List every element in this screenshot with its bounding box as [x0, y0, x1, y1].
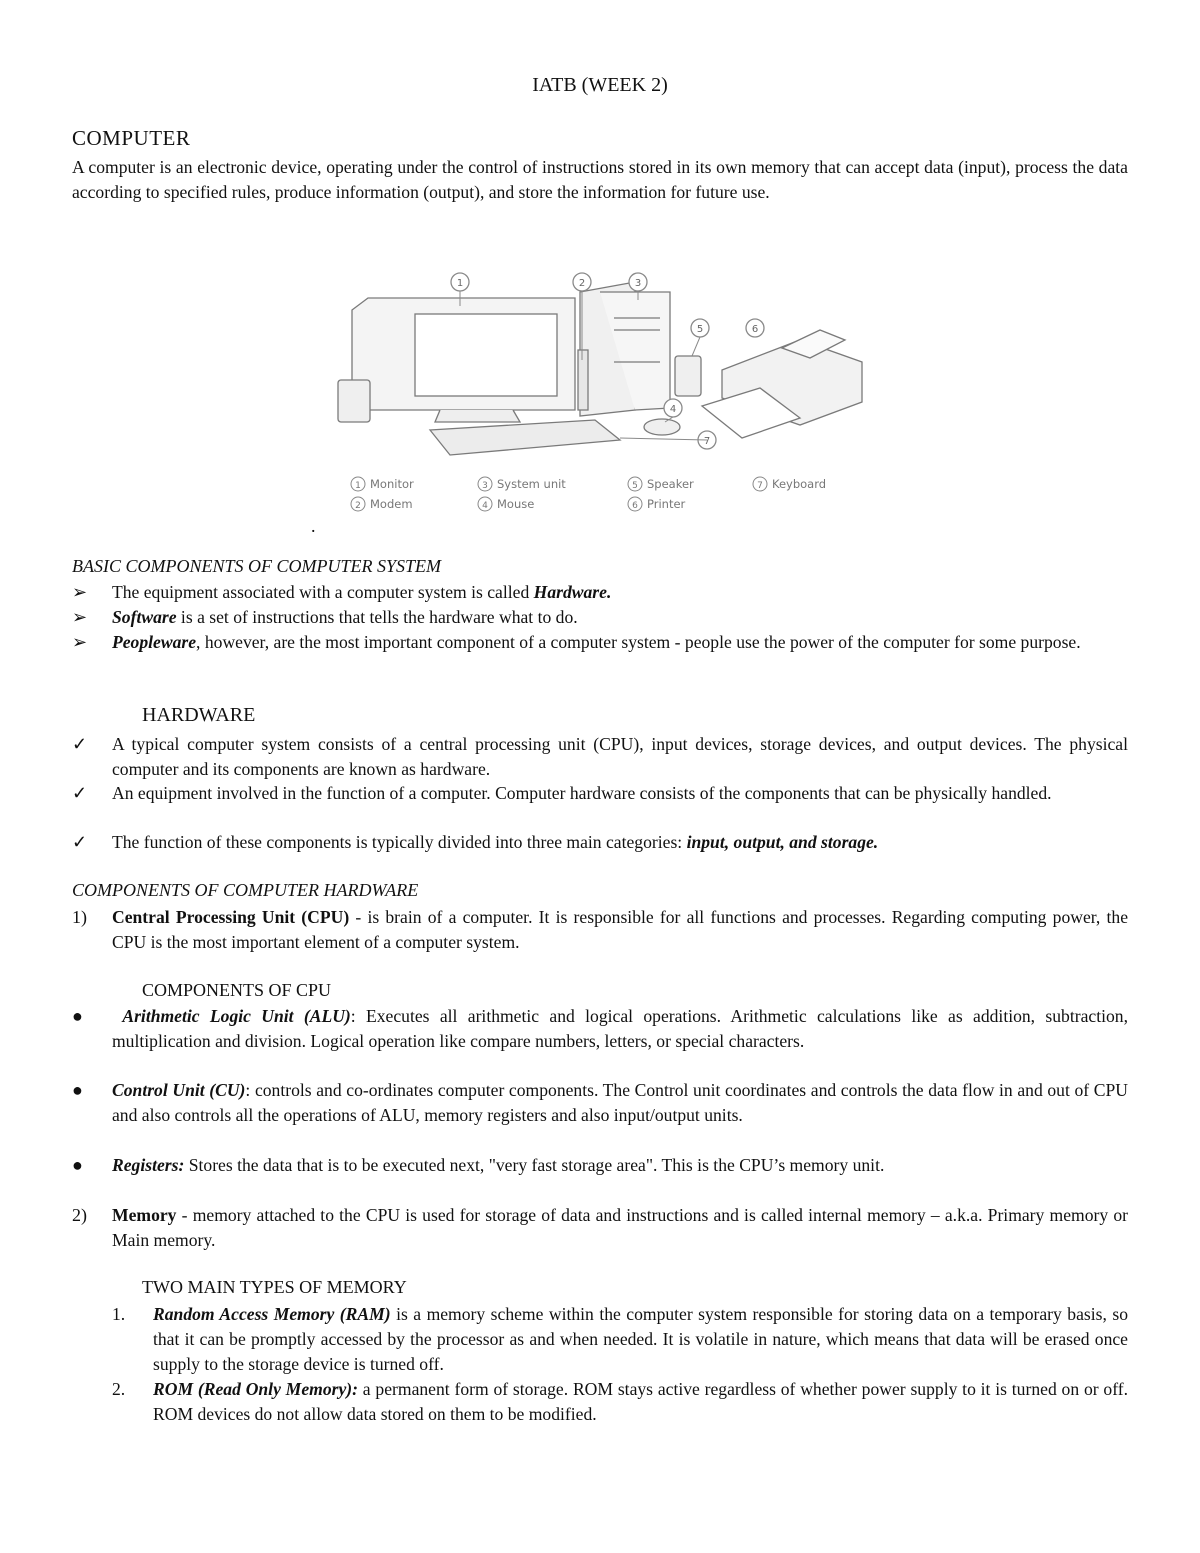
- ram-description: Random Access Memory (RAM) is a memory scheme within the computer system responsible for storing data on a temporary basis, so that it can be promptly accessed by the processor as and when needed. It is volatile in nature, which means that data will be erased once supply to the storage device is turned off.: [153, 1304, 1128, 1374]
- figure-legend: [351, 477, 826, 511]
- legend-number: 4: [482, 501, 488, 511]
- arrow-bullet-icon: ➢: [72, 632, 88, 652]
- rom-number: 2.: [112, 1379, 126, 1399]
- check-bullet-icon: ✓: [72, 832, 88, 852]
- callout-number: 5: [696, 324, 704, 335]
- legend-number: 1: [355, 481, 361, 491]
- callout-number: 1: [456, 278, 464, 289]
- monitor-screen: [415, 314, 557, 396]
- rom-description: ROM (Read Only Memory): a permanent form of storage. ROM stays active regardless of whether power supply to it is turned on or off. ROM devices do not allow data stored on them to be modified.: [153, 1379, 1128, 1424]
- legend-label: Keyboard: [772, 477, 827, 491]
- disc-bullet-icon: ●: [72, 1080, 83, 1100]
- ram-number: 1.: [112, 1304, 126, 1324]
- disc-bullet-icon: ●: [72, 1006, 83, 1026]
- document-title: IATB (WEEK 2): [532, 74, 668, 96]
- memory-description: Memory - memory attached to the CPU is used for storage of data and instructions and is called internal memory – a.k.a. Primary memory or Main memory.: [112, 1205, 1128, 1250]
- check-bullet-icon: ✓: [72, 783, 88, 803]
- callout-number: 2: [578, 278, 586, 289]
- hardware-heading: HARDWARE: [142, 704, 256, 726]
- callout-number: 3: [634, 278, 642, 289]
- registers-description: Registers: Stores the data that is to be executed next, "very fast storage area". This is the CPU’s memory unit.: [112, 1155, 885, 1175]
- hardware-item: The function of these components is typically divided into three main categories: input, output, and storage.: [112, 832, 879, 852]
- cpu-description: Central Processing Unit (CPU) - is brain of a computer. It is responsible for all functions and processes. Regarding computing power, the CPU is the most important element of a computer system.: [112, 907, 1128, 952]
- arrow-bullet-icon: ➢: [72, 607, 88, 627]
- legend-number: 3: [482, 481, 488, 491]
- check-bullet-icon: ✓: [72, 734, 88, 754]
- legend-label: System unit: [497, 477, 566, 491]
- hardware-item: An equipment involved in the function of a computer. Computer hardware consists of the components that can be physically handled.: [112, 783, 1052, 803]
- computer-components-figure: [330, 270, 875, 525]
- basic-item-peopleware: Peopleware, however, are the most important component of a computer system - people use the power of the computer for some purpose.: [112, 632, 1081, 652]
- computer-definition: A computer is an electronic device, operating under the control of instructions stored in its own memory that can accept data (input), process the data according to specified rules, produce information (output), and store the information for future use.: [72, 157, 1128, 202]
- right-speaker-shape: [675, 356, 701, 396]
- legend-label: Modem: [370, 497, 413, 511]
- cpu-components-heading: COMPONENTS OF CPU: [142, 980, 332, 1000]
- legend-number: 5: [632, 481, 638, 491]
- callout-number: 4: [669, 404, 677, 415]
- legend-label: Mouse: [497, 497, 535, 511]
- alu-description: Arithmetic Logic Unit (ALU): Executes all arithmetic and logical operations. Arithmetic calculations like as addition, subtraction, multiplication and division. Logical operation like compare numbers, letters, or special characters.: [112, 1006, 1128, 1051]
- legend-label: Speaker: [647, 477, 694, 491]
- cpu-number: 1): [72, 907, 87, 927]
- legend-number: 7: [757, 481, 763, 491]
- legend-label: Printer: [647, 497, 686, 511]
- computer-heading: COMPUTER: [72, 126, 191, 150]
- legend-number: 2: [355, 501, 361, 511]
- memory-types-heading: TWO MAIN TYPES OF MEMORY: [142, 1277, 407, 1297]
- callout-number: 6: [751, 324, 759, 335]
- basic-components-heading: BASIC COMPONENTS OF COMPUTER SYSTEM: [72, 556, 441, 576]
- left-speaker-shape: [338, 380, 370, 422]
- basic-item-software: Software is a set of instructions that tells the hardware what to do.: [112, 607, 578, 627]
- hardware-item: A typical computer system consists of a central processing unit (CPU), input devices, storage devices, and output devices. The physical computer and its components are known as hardware.: [112, 734, 1128, 779]
- components-heading: COMPONENTS OF COMPUTER HARDWARE: [72, 880, 419, 900]
- arrow-bullet-icon: ➢: [72, 582, 88, 602]
- legend-number: 6: [632, 501, 638, 511]
- stray-dot: .: [311, 516, 316, 536]
- legend-label: Monitor: [370, 477, 414, 491]
- basic-item-hardware: The equipment associated with a computer system is called Hardware.: [112, 582, 612, 602]
- keyboard-shape: [430, 420, 620, 455]
- control-unit-description: Control Unit (CU): controls and co-ordinates computer components. The Control unit coordinates and controls the data flow in and out of CPU and also controls all the operations of ALU, memory registers and also input/output units.: [112, 1080, 1128, 1125]
- disc-bullet-icon: ●: [72, 1155, 83, 1175]
- memory-number: 2): [72, 1205, 87, 1225]
- monitor-stand: [435, 410, 520, 422]
- mouse-shape: [644, 419, 680, 435]
- callout-number: 7: [703, 436, 711, 447]
